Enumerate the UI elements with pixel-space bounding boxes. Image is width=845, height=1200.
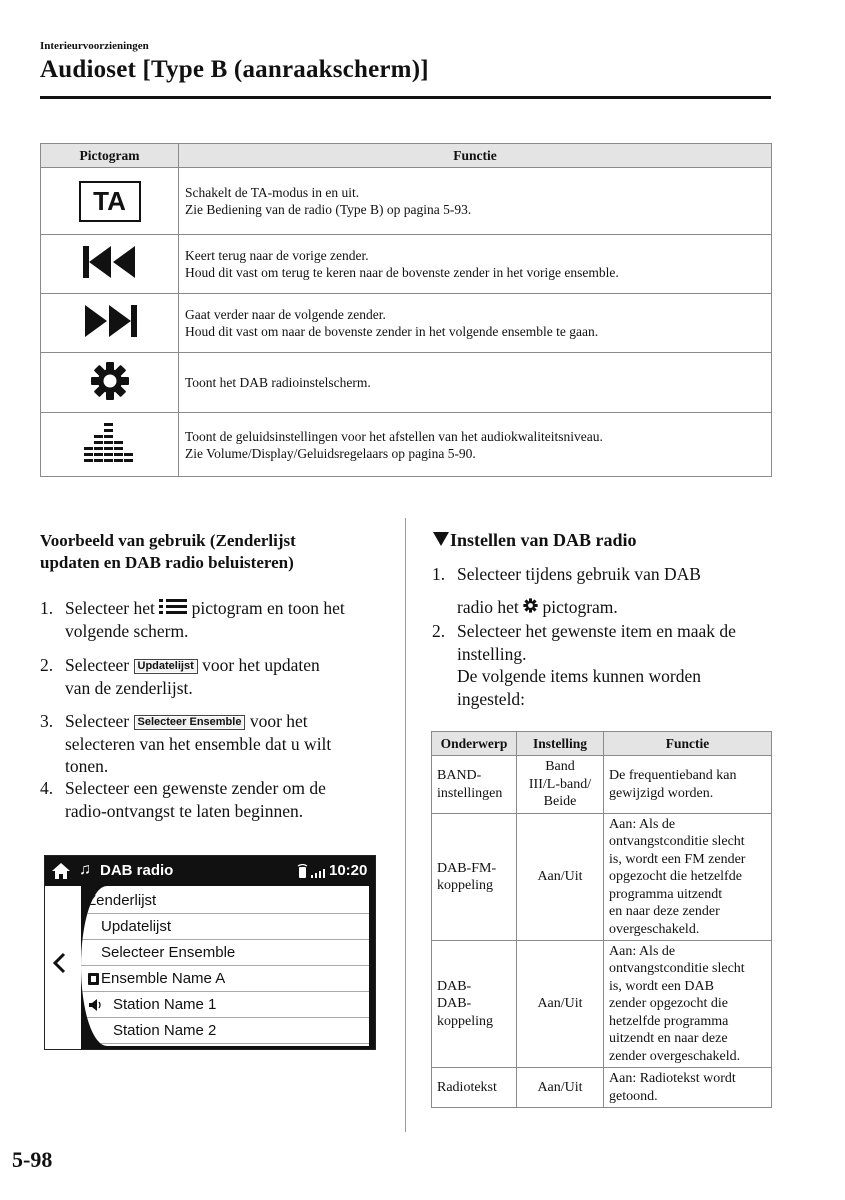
step-number: 2. bbox=[40, 655, 54, 675]
cell-line: opgezocht die hetzelfde bbox=[609, 869, 742, 885]
music-note-icon: ♫ bbox=[79, 861, 91, 878]
subject-cell bbox=[432, 941, 517, 1068]
cell-line: instellingen bbox=[437, 785, 503, 801]
cell-line: Aan/Uit bbox=[537, 869, 583, 885]
cell-line: zender overgeschakeld. bbox=[609, 1048, 741, 1064]
updatelijst-button-image: Updatelijst bbox=[134, 659, 198, 674]
triangle-down-icon bbox=[432, 531, 450, 547]
column-header-functie: Functie bbox=[179, 144, 772, 168]
cell-line: De frequentieband kan bbox=[609, 768, 737, 783]
title-rule bbox=[40, 96, 771, 99]
list-item-label: Station Name 1 bbox=[113, 996, 217, 1013]
table-row bbox=[41, 353, 772, 413]
dab-steps bbox=[432, 563, 777, 713]
section-label: Interieurvoorzieningen bbox=[40, 40, 149, 52]
table-row bbox=[432, 941, 772, 1068]
step-text-part: Selecteer bbox=[65, 655, 130, 675]
previous-track-icon bbox=[82, 244, 138, 280]
table-row bbox=[41, 294, 772, 353]
previous-icon-cell bbox=[41, 235, 179, 294]
step-text: Selecteer het gewenste item en maak de bbox=[457, 621, 736, 641]
step-number: 1. bbox=[432, 564, 446, 584]
list-item bbox=[40, 597, 400, 643]
page-number: 5-98 bbox=[12, 1147, 53, 1172]
function-cell bbox=[179, 413, 772, 477]
home-icon[interactable] bbox=[52, 863, 70, 879]
dab-heading-text: Instellen van DAB radio bbox=[450, 530, 637, 550]
step-text-part: selecteren van het ensemble dat u wilt bbox=[65, 733, 332, 754]
step-text-part: van de zenderlijst. bbox=[65, 677, 193, 698]
function-cell bbox=[179, 294, 772, 353]
list-item bbox=[40, 777, 400, 823]
list-item bbox=[40, 710, 400, 778]
screen-back-area bbox=[45, 886, 81, 1049]
cell-line: overgeschakeld. bbox=[609, 921, 700, 937]
function-line: Houd dit vast om naar de bovenste zender in het volgende ensemble te gaan. bbox=[185, 324, 599, 339]
list-item-label: Selecteer Ensemble bbox=[101, 944, 236, 961]
setting-cell bbox=[517, 941, 604, 1068]
column-header-pictogram: Pictogram bbox=[41, 144, 179, 168]
cell-line: is, wordt een FM zender bbox=[609, 851, 746, 867]
signal-icon bbox=[297, 864, 327, 879]
example-heading-line: Voorbeeld van gebruik (Zenderlijst bbox=[40, 531, 296, 550]
table-row bbox=[41, 413, 772, 477]
function-line: Keert terug naar de vorige zender. bbox=[185, 248, 369, 263]
setting-cell bbox=[517, 756, 604, 814]
step-text-part: voor het updaten bbox=[202, 655, 320, 675]
subject-cell bbox=[432, 1068, 517, 1108]
selecteer-ensemble-button-image: Selecteer Ensemble bbox=[134, 715, 246, 730]
function-line: Houd dit vast om terug te keren naar de bovenste zender in het vorige ensemble. bbox=[185, 265, 619, 280]
cell-line: Radiotekst bbox=[437, 1079, 497, 1095]
cell-line: Aan: Als de bbox=[609, 943, 676, 959]
screen-body bbox=[45, 886, 375, 1049]
equalizer-icon bbox=[84, 421, 136, 465]
step-text-part: tonen. bbox=[65, 756, 109, 776]
cell-line: uitzendt en naar deze bbox=[609, 1031, 728, 1047]
list-icon bbox=[159, 598, 187, 615]
cell-line: DAB-FM- bbox=[437, 860, 497, 876]
function-cell bbox=[604, 1068, 772, 1108]
example-steps bbox=[40, 597, 400, 827]
gear-icon-cell bbox=[41, 353, 179, 413]
speaker-icon bbox=[89, 999, 103, 1011]
step-text bbox=[65, 654, 320, 677]
step-text-part: volgende scherm. bbox=[65, 620, 189, 641]
cell-line: programma uitzendt bbox=[609, 886, 723, 902]
function-line: Toont de geluidsinstellingen voor het afstellen van het audiokwaliteitsniveau. bbox=[185, 428, 603, 444]
screen-clock: 10:20 bbox=[329, 862, 368, 879]
subject-cell bbox=[432, 756, 517, 814]
cell-line: zender opgezocht die bbox=[609, 996, 728, 1012]
list-item-label: Zenderlijst bbox=[87, 892, 157, 909]
step-number: 4. bbox=[40, 778, 54, 798]
cell-line: koppeling bbox=[437, 878, 493, 893]
dab-settings-table bbox=[431, 731, 772, 1108]
cell-line: DAB- bbox=[437, 996, 472, 1012]
step-number: 2. bbox=[432, 621, 446, 641]
list-item-label: Updatelijst bbox=[101, 918, 172, 935]
next-icon-cell bbox=[41, 294, 179, 353]
ta-icon-cell bbox=[41, 168, 179, 235]
cell-line: is, wordt een DAB bbox=[609, 978, 714, 994]
screen-title: DAB radio bbox=[100, 862, 174, 879]
function-line: Schakelt de TA-modus in en uit. bbox=[185, 185, 360, 200]
step-number: 1. bbox=[40, 598, 54, 618]
function-line: Zie Volume/Display/Geluidsregelaars op pagina 5-90. bbox=[185, 445, 476, 461]
cell-line: Aan/Uit bbox=[537, 996, 583, 1012]
cell-line: Aan: Als de bbox=[609, 816, 676, 832]
cell-line: Aan/Uit bbox=[537, 1079, 583, 1095]
cell-line: III/L-band/ bbox=[528, 776, 592, 792]
icon-function-table bbox=[40, 143, 772, 477]
dab-heading bbox=[432, 530, 637, 551]
example-heading-line: updaten en DAB radio beluisteren) bbox=[40, 553, 294, 572]
step-text: Selecteer een gewenste zender om de bbox=[65, 778, 326, 798]
cell-line: getoond. bbox=[609, 1088, 658, 1104]
step-text-part: pictogram en toon het bbox=[191, 598, 345, 618]
column-header-onderwerp: Onderwerp bbox=[432, 732, 517, 756]
example-heading bbox=[40, 530, 370, 574]
function-cell bbox=[604, 941, 772, 1068]
cell-line: gewijzigd worden. bbox=[609, 785, 714, 801]
table-row bbox=[432, 814, 772, 941]
next-track-icon bbox=[82, 303, 138, 339]
step-text-part: Selecteer het bbox=[65, 598, 155, 618]
step-text-part: radio het bbox=[457, 597, 519, 617]
cell-line: en naar deze zender bbox=[609, 904, 720, 920]
step-text: De volgende items kunnen worden bbox=[457, 666, 701, 686]
cell-line: DAB- bbox=[437, 978, 472, 994]
function-cell bbox=[604, 814, 772, 941]
cell-line: Band bbox=[545, 759, 575, 775]
column-header-functie: Functie bbox=[604, 732, 772, 756]
step-text-part: Selecteer bbox=[65, 711, 130, 731]
column-divider bbox=[405, 518, 406, 1132]
function-line: Gaat verder naar de volgende zender. bbox=[185, 307, 386, 322]
step-number: 3. bbox=[40, 711, 54, 731]
list-item-station[interactable] bbox=[81, 992, 369, 1018]
step-text-part: pictogram. bbox=[542, 597, 618, 617]
table-row bbox=[41, 168, 772, 235]
cell-line: ontvangstconditie slecht bbox=[609, 961, 745, 977]
cell-line: Aan: Radiotekst wordt bbox=[609, 1071, 736, 1086]
step-text bbox=[65, 710, 308, 733]
function-cell bbox=[604, 756, 772, 814]
ta-icon: TA bbox=[79, 181, 141, 222]
subject-cell bbox=[432, 814, 517, 941]
screen-title-bar bbox=[45, 856, 375, 886]
screen-list bbox=[81, 886, 369, 1046]
back-chevron-icon[interactable] bbox=[52, 952, 66, 974]
cell-line: hetzelfde programma bbox=[609, 1013, 729, 1029]
step-text bbox=[457, 596, 618, 619]
table-row bbox=[41, 235, 772, 294]
list-item bbox=[40, 654, 400, 700]
function-cell bbox=[179, 235, 772, 294]
column-header-instelling: Instelling bbox=[517, 732, 604, 756]
list-item-selecteer-ensemble[interactable] bbox=[81, 940, 369, 966]
equalizer-icon-cell bbox=[41, 413, 179, 477]
step-text-part: voor het bbox=[249, 711, 308, 731]
step-text: ingesteld: bbox=[457, 688, 526, 709]
gear-icon bbox=[523, 598, 538, 613]
cell-line: BAND- bbox=[437, 768, 482, 783]
function-line: Zie Bediening van de radio (Type B) op pagina 5-93. bbox=[185, 202, 472, 217]
cell-line: koppeling bbox=[437, 1013, 493, 1029]
table-row bbox=[432, 1068, 772, 1108]
list-item-station[interactable] bbox=[81, 1018, 369, 1044]
gear-icon bbox=[90, 361, 130, 401]
list-item-updatelijst[interactable] bbox=[81, 914, 369, 940]
setting-cell bbox=[517, 1068, 604, 1108]
step-text-part: radio-ontvangst te laten beginnen. bbox=[65, 800, 304, 821]
list-item-label: Station Name 2 bbox=[113, 1022, 217, 1039]
step-text bbox=[65, 597, 345, 620]
list-item-label: Ensemble Name A bbox=[101, 970, 226, 987]
table-row bbox=[432, 756, 772, 814]
function-cell bbox=[179, 353, 772, 413]
list-item-zenderlijst[interactable] bbox=[81, 888, 369, 914]
function-cell bbox=[179, 168, 772, 235]
step-text: Selecteer tijdens gebruik van DAB bbox=[457, 564, 701, 584]
cell-line: ontvangstconditie slecht bbox=[609, 834, 745, 850]
cell-line: Beide bbox=[543, 794, 577, 810]
page-title: Audioset [Type B (aanraakscherm)] bbox=[40, 56, 429, 83]
list-item-ensemble[interactable] bbox=[81, 966, 369, 992]
setting-cell bbox=[517, 814, 604, 941]
ensemble-icon bbox=[88, 973, 99, 985]
step-text: instelling. bbox=[457, 643, 527, 664]
function-line: Toont het DAB radioinstelscherm. bbox=[185, 375, 371, 390]
dab-radio-screen bbox=[44, 855, 376, 1050]
